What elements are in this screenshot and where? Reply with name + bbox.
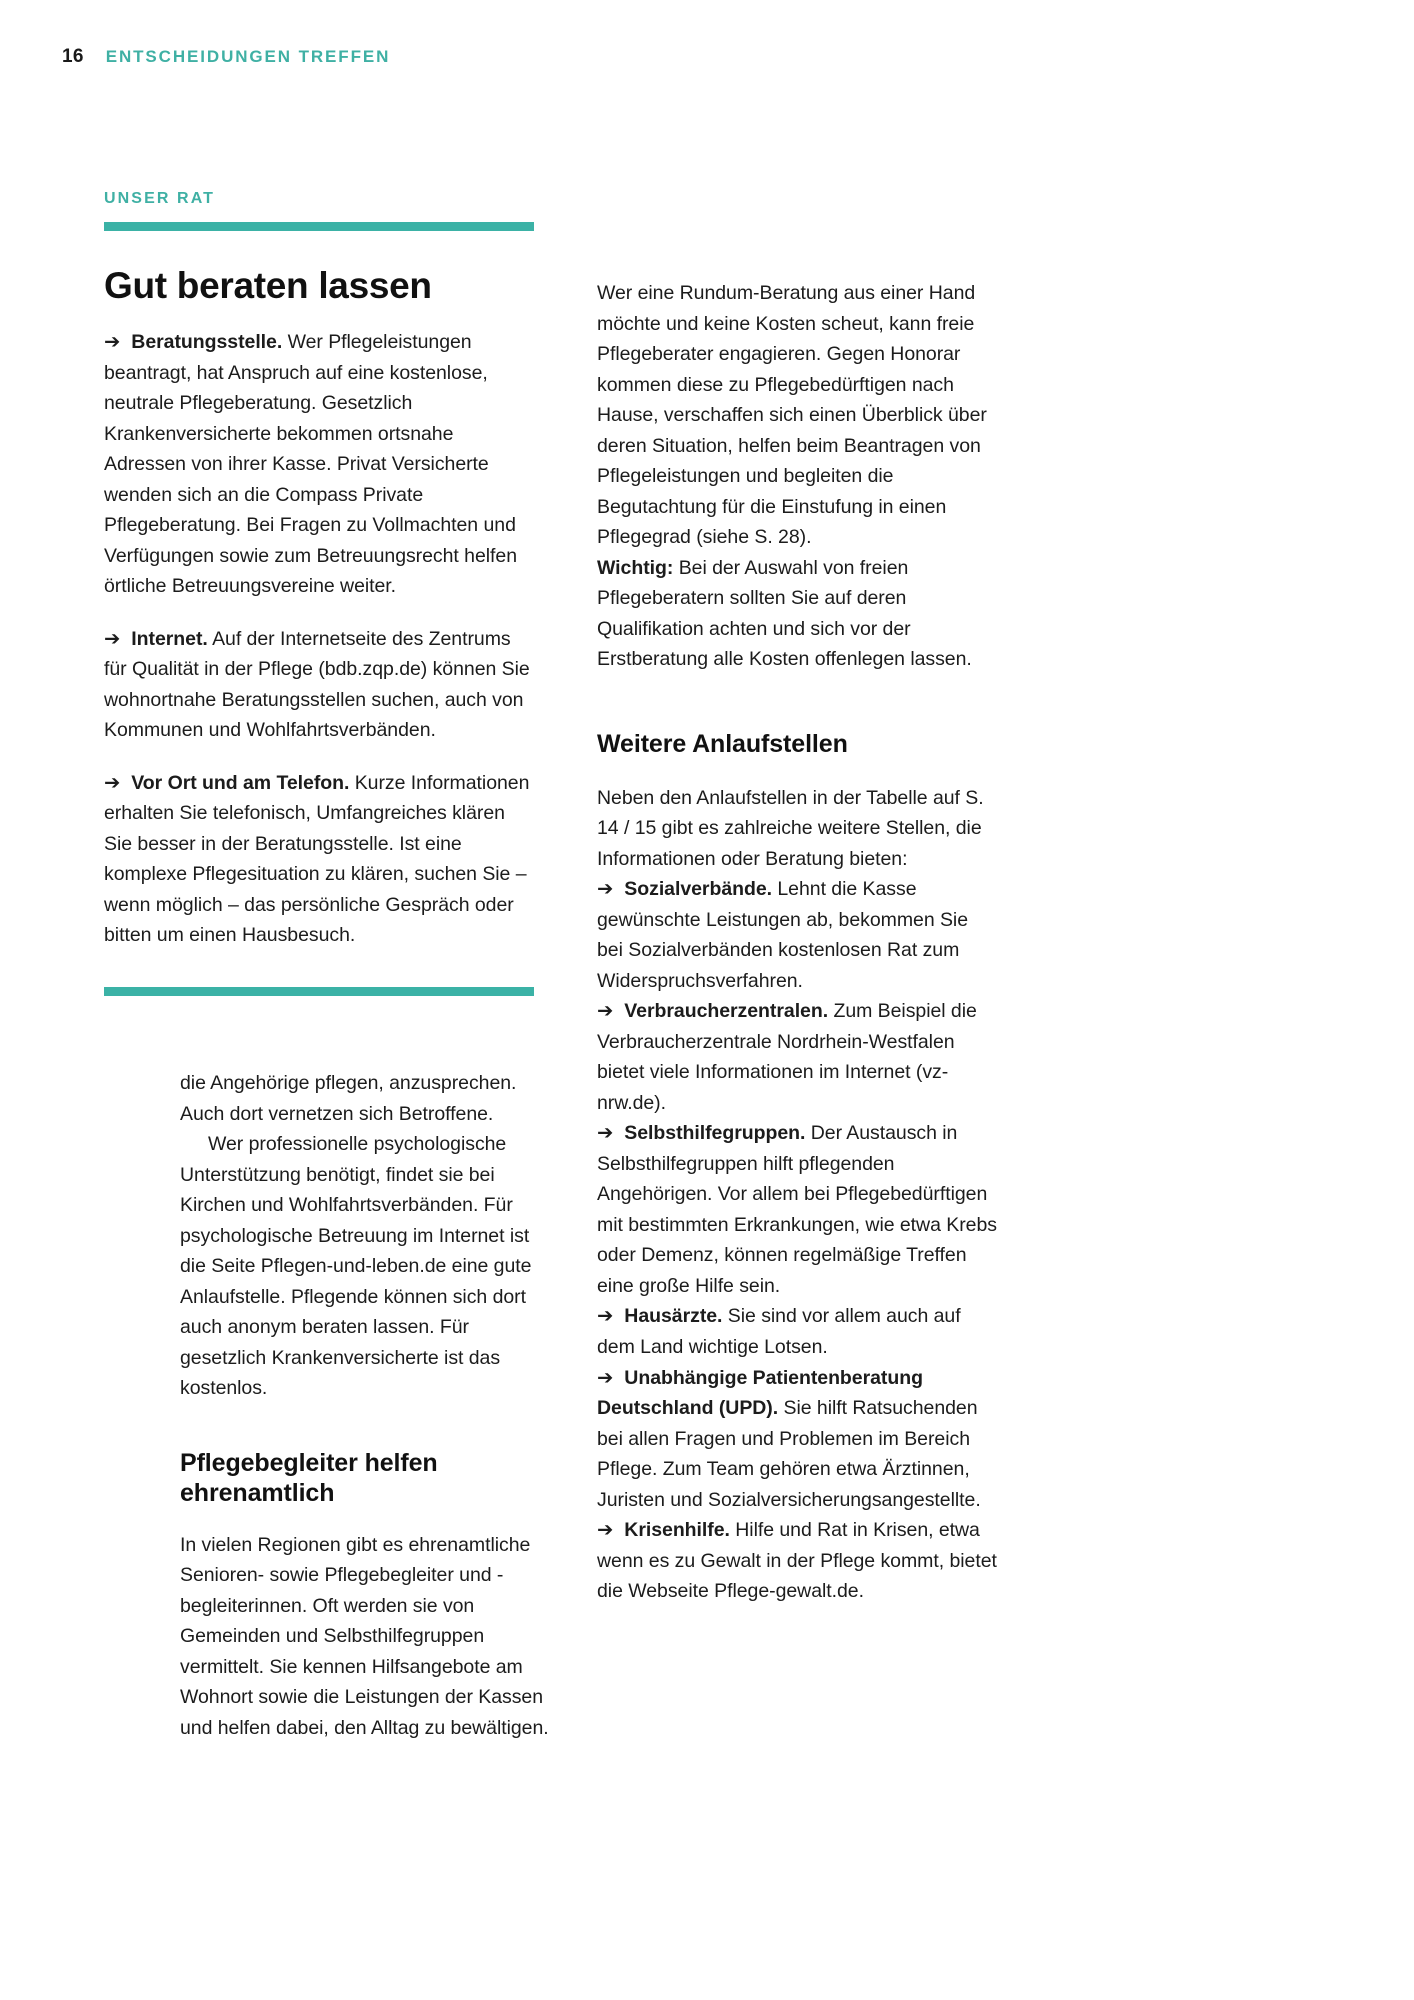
list-item-text: Lehnt die Kasse gewünschte Leistungen ab, bekommen Sie bei Sozialverbänden kostenlosen Rat zum Widerspruchsverfahren.	[597, 878, 969, 992]
page-number: 16	[62, 46, 84, 67]
list-item-lead: Unabhängige Patientenberatung Deutschland (UPD).	[597, 1366, 923, 1420]
list-item-upd	[597, 1363, 997, 1516]
arrow-icon: ➔	[104, 771, 121, 794]
running-head	[62, 46, 390, 68]
left-lower-block	[180, 1068, 552, 1743]
psychological-support-paragraph	[180, 1129, 552, 1404]
arrow-icon: ➔	[104, 331, 121, 354]
tip-text: Auf der Internetseite des Zentrums für Qualität in der Pflege (bdb.zqp.de) können Sie wohnortnahe Beratungsstellen suchen, auch von Kommunen und Wohlfahrtsverbänden.	[104, 627, 530, 742]
tip-paragraph-internet	[104, 624, 534, 746]
page-headline: Gut beraten lassen	[104, 265, 432, 306]
list-item-lead: Hausärzte.	[624, 1305, 723, 1328]
list-item-text: Der Austausch in Selbsthilfegruppen hilft pflegenden Angehörigen. Vor allem bei Pflegebedürftigen mit bestimmten Erkrankungen, wie etwa Krebs oder Demenz, können regelmäßige Treffen eine große Hilfe sein.	[597, 1122, 997, 1297]
tip-lead: Internet.	[131, 627, 208, 650]
list-item-text: Hilfe und Rat in Krisen, etwa wenn es zu Gewalt in der Pflege kommt, bietet die Webseite Pflege-gewalt.de.	[597, 1519, 997, 1603]
list-item-lead: Verbraucherzentralen.	[624, 1000, 829, 1023]
arrow-icon: ➔	[104, 627, 121, 650]
continued-paragraph: die Angehörige pflegen, anzusprechen. Auch dort vernetzen sich Betroffene.	[180, 1072, 517, 1125]
arrow-icon: ➔	[597, 1366, 614, 1389]
wichtig-lead: Wichtig:	[597, 556, 674, 579]
tip-text: Kurze Informationen erhalten Sie telefonisch, Umfangreiches klären Sie besser in der Beratungsstelle. Ist eine komplexe Pflegesituation zu klären, suchen Sie – wenn möglich – das persönliche Gespräch oder bitten um einen Hausbesuch.	[104, 771, 530, 947]
wichtig-text: Bei der Auswahl von freien Pflegeberatern sollten Sie auf deren Qualifikation achten und sich vor der Erstberatung alle Kosten offenlegen lassen.	[597, 556, 972, 671]
subhead-weitere-anlaufstellen: Weitere Anlaufstellen	[597, 729, 848, 758]
spacer	[180, 1404, 552, 1448]
right-column	[597, 278, 997, 1607]
arrow-icon: ➔	[597, 1305, 614, 1328]
arrow-icon: ➔	[597, 878, 614, 901]
tip-text: Wer Pflegeleistungen beantragt, hat Anspruch auf eine kostenlose, neutrale Pflegeberatung. Gesetzlich Krankenversicherte bekommen ortsnahe Adressen von ihrer Kasse. Privat Versicherte wenden sich an die Compass Private Pflegeberatung. Bei Fragen zu Vollmachten und Verfügungen sowie zum Betreuungsrecht helfen örtliche Betreuungsvereine weiter.	[104, 331, 517, 598]
spacer	[597, 697, 997, 729]
kicker-unser-rat: UNSER RAT	[104, 190, 216, 207]
list-item-text: Zum Beispiel die Verbraucherzentrale Nordrhein-Westfalen bietet viele Informationen im Internet (vz-nrw.de).	[597, 1000, 977, 1114]
list-intro: Neben den Anlaufstellen in der Tabelle auf S. 14 / 15 gibt es zahlreiche weitere Stellen, die Informationen oder Beratung bieten:	[597, 786, 984, 870]
tip-paragraph-vor-ort	[104, 768, 534, 951]
subhead-pflegebegleiter: Pflegebegleiter helfen ehrenamtlich	[180, 1448, 438, 1507]
anlaufstellen-list	[597, 783, 997, 1607]
arrow-icon: ➔	[597, 1122, 614, 1145]
list-item-krisenhilfe	[597, 1515, 997, 1607]
left-column	[104, 190, 534, 996]
list-item-text: Sie sind vor allem auch auf dem Land wichtige Lotsen.	[597, 1305, 961, 1358]
teal-rule-bottom	[104, 987, 534, 996]
arrow-icon: ➔	[597, 1000, 614, 1023]
arrow-icon: ➔	[597, 1519, 614, 1542]
tip-lead: Vor Ort und am Telefon.	[131, 771, 350, 794]
teal-rule-top	[104, 222, 534, 231]
list-item-lead: Krisenhilfe.	[624, 1519, 730, 1542]
list-item-lead: Selbsthilfegruppen.	[624, 1122, 806, 1145]
list-item-hausaerzte	[597, 1301, 997, 1362]
pflegebegleiter-paragraph: In vielen Regionen gibt es ehrenamtliche Senioren- sowie Pflegebegleiter und -begleiterinnen. Oft werden sie von Gemeinden und Selbsthilfegruppen vermittelt. Sie kennen Hilfsangebote am Wohnort sowie die Leistungen der Kassen und helfen dabei, den Alltag zu bewältigen.	[180, 1533, 549, 1739]
psychological-support-text: Wer professionelle psychologische Unterstützung benötigt, findet sie bei Kirchen und Wohlfahrtsverbänden. Für psychologische Betreuung im Internet ist die Seite Pflegen-und-leben.de eine gute Anlaufstelle. Pflegende können sich dort auch anonym beraten lassen. Für gesetzlich Krankenversicherte ist das kostenlos.	[180, 1133, 532, 1400]
list-item-verbraucherzentralen	[597, 996, 997, 1118]
list-item-lead: Sozialverbände.	[624, 878, 773, 901]
wichtig-paragraph	[597, 553, 997, 675]
rundum-beratung-paragraph: Wer eine Rundum-Beratung aus einer Hand möchte und keine Kosten scheut, kann freie Pflegeberater engagieren. Gegen Honorar kommen diese zu Pflegebedürftigen nach Hause, verschaffen sich einen Überblick über deren Situation, helfen beim Beantragen von Pflegeleistungen und begleiten die Begutachtung für die Einstufung in einen Pflegegrad (siehe S. 28).	[597, 282, 987, 549]
list-item-selbsthilfegruppen	[597, 1118, 997, 1301]
tip-lead: Beratungsstelle.	[131, 331, 283, 354]
list-item-text: Sie hilft Ratsuchenden bei allen Fragen und Problemen im Bereich Pflege. Zum Team gehören etwa Ärztinnen, Juristen und Sozialversicherungsangestellte.	[597, 1397, 981, 1511]
tip-paragraph-beratungsstelle	[104, 327, 534, 602]
chapter-title: ENTSCHEIDUNGEN TREFFEN	[105, 47, 391, 66]
list-item-sozialverbaende	[597, 874, 997, 996]
